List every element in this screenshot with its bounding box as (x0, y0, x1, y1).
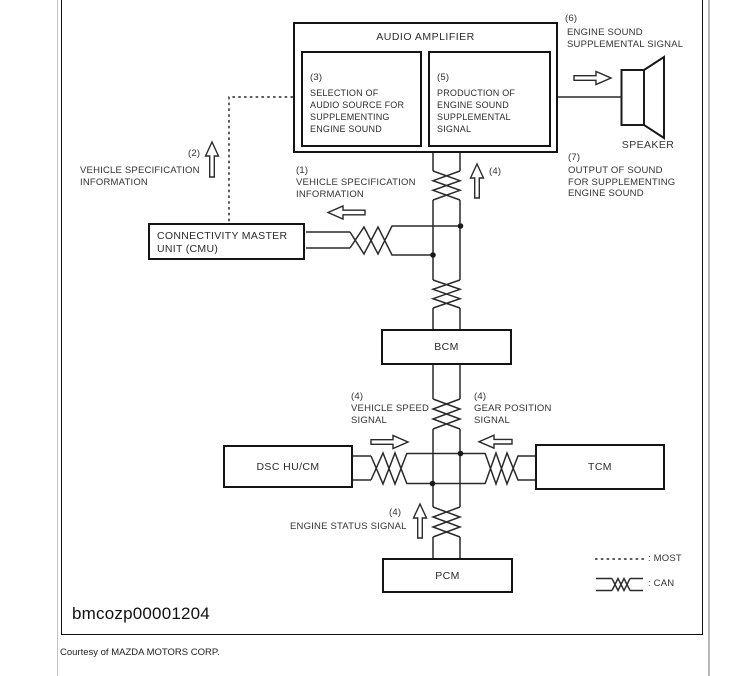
speaker-label: SPEAKER (621, 139, 675, 151)
can-twist-icon (433, 399, 460, 429)
annotation-number: (3) (310, 72, 323, 83)
legend-most-label: : MOST (648, 553, 682, 564)
left-arrow-icon (479, 435, 512, 448)
can-twist-icon (433, 507, 460, 537)
annotation-1-text (296, 177, 416, 200)
annotation-2-text (80, 165, 200, 188)
signal-production-box (428, 51, 551, 147)
audio-source-selection-text (303, 53, 420, 135)
text-line: SIGNAL (351, 414, 388, 426)
text-line: CONNECTIVITY MASTER (157, 230, 288, 242)
text-line: SUPPLEMENTAL (437, 112, 511, 122)
can-twist-icon (371, 453, 407, 484)
annotation-2-number: (2) (188, 148, 201, 159)
can-dsc-tcm-connection (353, 453, 535, 484)
annotation-4-amp-number: (4) (489, 166, 502, 177)
can-twist-icon (433, 280, 460, 308)
annotation-4-gear-number: (4) (474, 391, 487, 402)
bcm-box (381, 329, 512, 365)
most-dashed-line (229, 97, 293, 222)
text-line: AUDIO SOURCE FOR (310, 100, 405, 110)
annotation-6-number: (6) (565, 13, 578, 24)
annotation-1-number: (1) (296, 165, 309, 176)
text-line: VEHICLE SPECIFICATION (80, 165, 200, 176)
legend-can-symbol (596, 579, 643, 591)
text-line: ENGINE SOUND (567, 27, 643, 38)
audio-source-selection-box (301, 51, 422, 147)
tcm-box (535, 444, 665, 490)
dsc-box (223, 445, 353, 488)
text-line: VEHICLE SPECIFICATION (296, 177, 416, 188)
text-line: ENGINE SOUND (437, 100, 509, 110)
text-line: OUTPUT OF SOUND (568, 165, 663, 176)
can-twist-icon (433, 171, 460, 200)
tcm-label: TCM (588, 461, 612, 473)
cmu-box (148, 223, 305, 260)
up-arrow-icon (414, 504, 427, 538)
text-line: SUPPLEMENTING (310, 112, 390, 122)
text-line: ENGINE SOUND (568, 188, 644, 199)
speaker-icon (622, 57, 665, 138)
legend-can-label: : CAN (648, 578, 675, 589)
text-line: INFORMATION (80, 176, 148, 188)
can-twist-icon (350, 227, 433, 255)
annotation-4-engine-text: ENGINE STATUS SIGNAL (290, 521, 407, 532)
annotation-4-engine-number: (4) (389, 507, 402, 518)
text-line: GEAR POSITION (474, 403, 552, 414)
text-line: PRODUCTION OF (437, 88, 516, 98)
text-line: SELECTION OF (310, 88, 379, 98)
left-arrow-icon (328, 206, 365, 219)
signal-production-text (430, 53, 549, 135)
right-arrow-icon (371, 436, 408, 449)
pcm-label: PCM (435, 569, 460, 582)
text-line: SUPPLEMENTAL SIGNAL (567, 38, 684, 50)
figure-id: bmcozp00001204 (72, 604, 210, 623)
audio-amplifier-title: AUDIO AMPLIFIER (376, 31, 475, 43)
text-line: VEHICLE SPEED (351, 403, 430, 414)
annotation-4-speed-text (351, 403, 429, 426)
up-arrow-icon (206, 142, 219, 177)
can-cmu-connection (306, 226, 460, 255)
text-line: SIGNAL (474, 414, 511, 426)
courtesy-note: Courtesy of MAZDA MOTORS CORP. (60, 647, 220, 658)
text-line: UNIT (CMU) (157, 242, 219, 255)
can-twist-icon (485, 453, 535, 484)
legend-symbols (595, 559, 646, 591)
dsc-label: DSC HU/CM (256, 460, 320, 473)
annotation-7-text (568, 165, 675, 200)
text-line: ENGINE SOUND (310, 124, 382, 134)
text-line: INFORMATION (296, 188, 364, 200)
text-line: SIGNAL (437, 124, 472, 134)
up-arrow-icon (471, 164, 484, 198)
annotation-4-gear-text (474, 403, 552, 426)
right-arrow-icon (574, 72, 611, 85)
cmu-label (150, 225, 303, 255)
annotation-7-number: (7) (568, 152, 581, 163)
annotation-number: (5) (437, 72, 450, 83)
bcm-label: BCM (434, 341, 459, 353)
annotation-4-speed-number: (4) (351, 391, 364, 402)
pcm-box (382, 558, 513, 593)
text-line: FOR SUPPLEMENTING (568, 176, 676, 188)
annotation-6-text (567, 27, 683, 50)
